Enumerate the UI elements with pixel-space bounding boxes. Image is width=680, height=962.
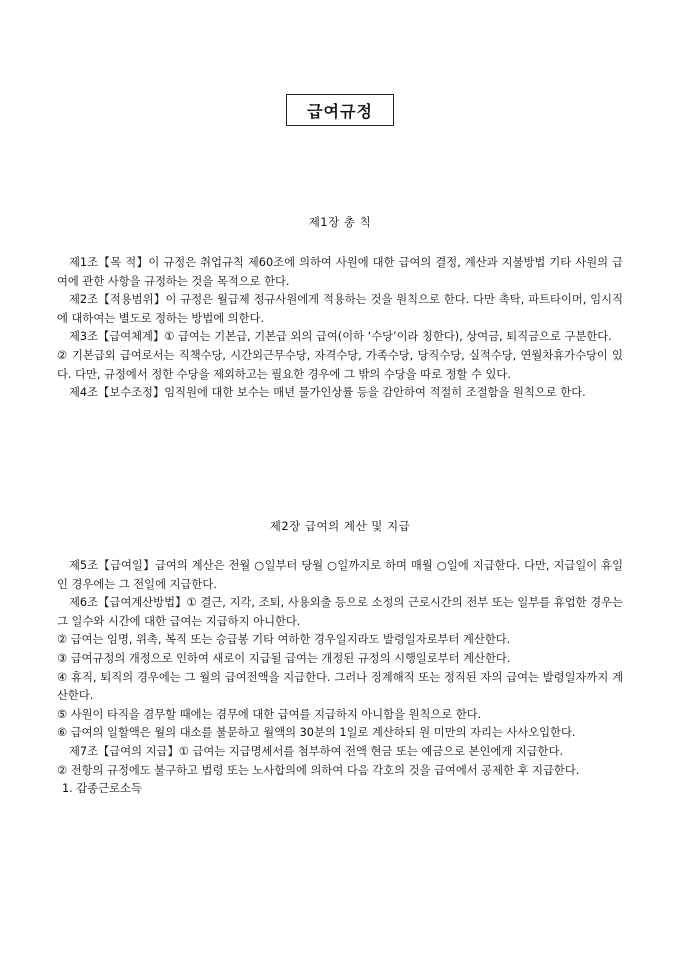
chapter-1-body — [57, 254, 623, 403]
article-6: 제6조【급여계산방법】① 결근, 지각, 조퇴, 사용외출 등으로 소정의 근로시간의 전부 또는 일부를 휴업한 경우는 그 일수와 시간에 대한 급여는 지급하지 아니한다. — [57, 596, 623, 628]
article-1: 제1조【목 적】이 규정은 취업규칙 제60조에 의하여 사원에 대한 급여의 결정, 계산과 지불방법 기타 사원의 급여에 관한 사항을 규정하는 것을 목적으로 한다. — [57, 256, 623, 288]
article-6-clause-6: ⑥ 급여의 일할액은 월의 대소를 불문하고 월액의 30분의 1일로 계산하되 원 미만의 자리는 사사오입한다. — [57, 726, 576, 740]
deduction-list-item: 1. 갑종근로소득 — [62, 782, 142, 796]
document-title: 급여규정 — [286, 94, 394, 126]
article-7-clause-2: ② 전항의 규정에도 불구하고 법령 또는 노사합의에 의하여 다음 각호의 것을 급여에서 공제한 후 지급한다. — [57, 763, 580, 777]
article-6-clause-3: ③ 급여규정의 개정으로 인하여 새로이 지급될 급여는 개정된 규정의 시행일로부터 계산한다. — [57, 651, 511, 665]
article-2: 제2조【적용범위】이 규정은 월급제 정규사원에게 적용하는 것을 원칙으로 한다. 다만 촉탁, 파트타이머, 임시직에 대하여는 별도로 정하는 방법에 의한다. — [57, 293, 623, 325]
article-6-clause-2: ② 급여는 임명, 위촉, 복직 또는 승급봉 기타 여하한 경우일지라도 발령일자로부터 계산한다. — [57, 633, 511, 647]
chapter-2-body — [57, 557, 623, 799]
chapter-1-heading: 제1장 총 칙 — [308, 215, 372, 229]
article-3: 제3조【급여체계】① 급여는 기본급, 기본급 외의 급여(이하 ‘수당’이라 칭한다), 상여금, 퇴직금으로 구분한다. — [69, 330, 612, 344]
article-5: 제5조【급여일】급여의 계산은 전월 ○일부터 당월 ○일까지로 하며 매월 ○일에 지급한다. 다만, 지급일이 휴일인 경우에는 그 전일에 지급한다. — [57, 559, 623, 591]
article-3-clause-2: ② 기본급외 급여로서는 직책수당, 시간외근무수당, 자격수당, 가족수당, 당직수당, 실적수당, 연월차휴가수당이 있다. 다만, 규정에서 정한 수당을 제외하고는 필요한 경우에 그 밖의 수당을 따로 정할 수 있다. — [57, 348, 623, 381]
chapter-2-heading: 제2장 급여의 계산 및 지급 — [269, 519, 411, 533]
article-6-clause-4: ④ 휴직, 퇴직의 경우에는 그 월의 급여전액을 지급한다. 그러나 징계해직 또는 정직된 자의 급여는 발령일자까지 계산한다. — [57, 670, 623, 703]
article-7: 제7조【급여의 지급】① 급여는 지급명세서를 첨부하여 전액 현금 또는 예금으로 본인에게 지급한다. — [69, 744, 564, 758]
article-4: 제4조【보수조정】임직원에 대한 보수는 매년 물가인상률 등을 감안하여 적절히 조절함을 원칙으로 한다. — [69, 386, 586, 400]
article-6-clause-5: ⑤ 사원이 타직을 겸무할 때에는 겸무에 대한 급여를 지급하지 아니함을 원칙으로 한다. — [57, 707, 482, 721]
